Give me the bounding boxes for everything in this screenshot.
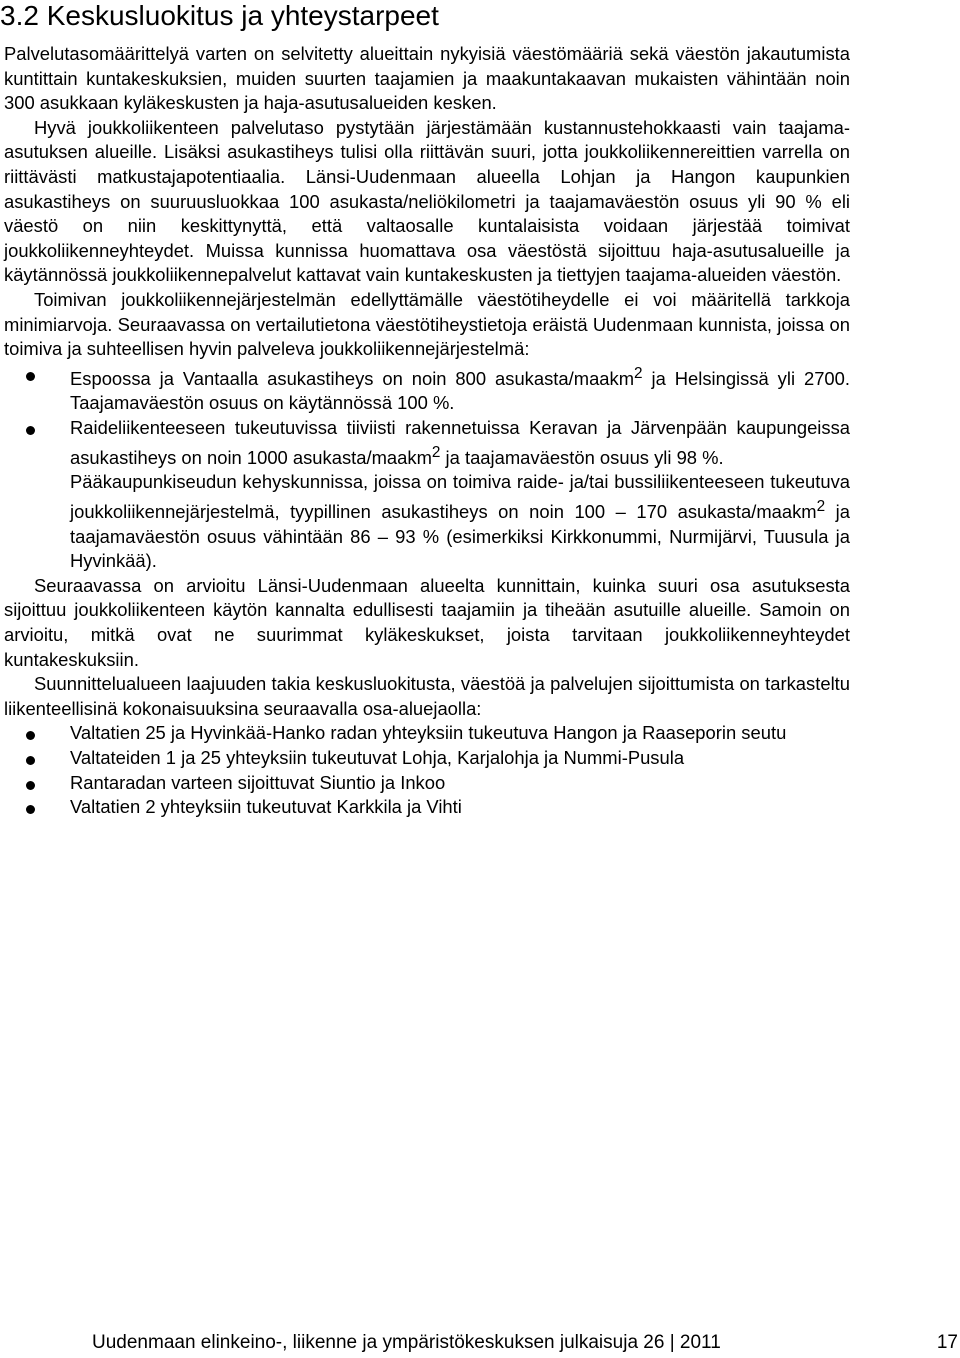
list-continuation: Pääkaupunkiseudun kehyskunnissa, joissa on toimiva raide- ja/tai bussiliikenteeseen tukeutuva joukkoliikennejärjestelmä, tyypillinen asukastiheys on noin 100 – 170 asukasta/maakm$^2$ ja taajamaväestön osuus vähintään 86 – 93 % (esimerkiksi Kirkkonummi, Nurmijärvi, Tuusula ja Hyvinkää). — [70, 471, 850, 572]
bullet-icon — [26, 805, 35, 814]
list-item: Rantaradan varteen sijoittuvat Siuntio ja Inkoo — [4, 771, 850, 796]
body-text — [4, 42, 850, 820]
list-item: Espoossa ja Vantaalla asukastiheys on noin 800 asukasta/maakm$^2$ ja Helsingissä yli 2700. Taajamaväestön osuus on käytännössä 100 %. — [4, 362, 850, 416]
bullet-icon — [26, 426, 35, 435]
list-item: Valtatien 25 ja Hyvinkää-Hanko radan yhteyksiin tukeutuva Hangon ja Raaseporin seutu — [4, 721, 850, 746]
list-item: Raideliikenteeseen tukeutuvissa tiiviisti rakennetuissa Keravan ja Järvenpään kaupungeissa asukastiheys on noin 1000 asukasta/maakm$^2$ ja taajamaväestön osuus yli 98 %. — [4, 416, 850, 470]
paragraph: Hyvä joukkoliikenteen palvelutaso pystytään järjestämään kustannustehokkaasti vain taajama-asutuksen alueille. Lisäksi asukastiheys tulisi olla riittävän suuri, jotta joukkoliikennereittien varrella on riittävästi matkustajapotentiaalia. Länsi-Uudenmaan alueella Lohjan ja Hangon kaupunkien asukastiheys on suuruusluokkaa 100 asukasta/neliökilometri ja taajamaväestön osuus yli 90 % eli väestö on niin keskittynyttä, että valtaosalle kuntalaisista voidaan järjestää toimivat joukkoliikenneyhteydet. Muissa kunnissa huomattava osa väestöstä sijoittuu haja-asutusalueille ja käytännössä joukkoliikennepalvelut kattavat vain kuntakeskusten ja tiettyjen taajama-alueiden väestön. — [4, 116, 850, 286]
bullet-icon — [26, 731, 35, 740]
publication-title: Uudenmaan elinkeino-, liikenne ja ympäristökeskuksen julkaisuja 26 | 2011 — [92, 1332, 721, 1353]
list-item: Valtatien 2 yhteyksiin tukeutuvat Karkkila ja Vihti — [4, 795, 850, 820]
section-heading: 3.2 Keskusluokitus ja yhteystarpeet — [0, 0, 439, 31]
density-examples-list — [4, 362, 850, 471]
paragraph: Suunnittelualueen laajuuden takia keskusluokitusta, väestöä ja palvelujen sijoittumista on tarkasteltu liikenteellisinä kokonaisuuksina seuraavalla osa-aluejaolla: — [4, 673, 850, 719]
page-number: 17 — [936, 1332, 958, 1353]
sub-area-list — [4, 721, 850, 819]
bullet-icon — [26, 756, 35, 765]
bullet-icon — [26, 372, 35, 381]
list-item: Valtateiden 1 ja 25 yhteyksiin tukeutuvat Lohja, Karjalohja ja Nummi-Pusula — [4, 746, 850, 771]
bullet-icon — [26, 781, 35, 790]
paragraph: Palvelutasomäärittelyä varten on selvitetty alueittain nykyisiä väestömääriä sekä väestön jakautumista kuntittain kuntakeskuksien, muiden suurten taajamien ja maakuntakaavan mukaisten vähintään noin 300 asukkaan kyläkeskusten ja haja-asutusalueiden kesken. — [4, 43, 850, 114]
paragraph: Seuraavassa on arvioitu Länsi-Uudenmaan alueelta kunnittain, kuinka suuri osa asutuksesta sijoittuu joukkoliikenteen käytön kannalta edullisesti taajamiin ja tiheään asutuille alueille. Samoin on arvioitu, mitkä ovat ne suurimmat kyläkeskukset, joista tarvitaan joukkoliikenneyhteydet kuntakeskuksiin. — [4, 574, 850, 670]
paragraph: Toimivan joukkoliikennejärjestelmän edellyttämälle väestötiheydelle ei voi määritellä tarkkoja minimiarvoja. Seuraavassa on vertailutietona väestötiheystietoja eräistä Uudenmaan kunnista, joissa on toimiva ja suhteellisen hyvin palveleva joukkoliikennejärjestelmä: — [4, 288, 850, 360]
